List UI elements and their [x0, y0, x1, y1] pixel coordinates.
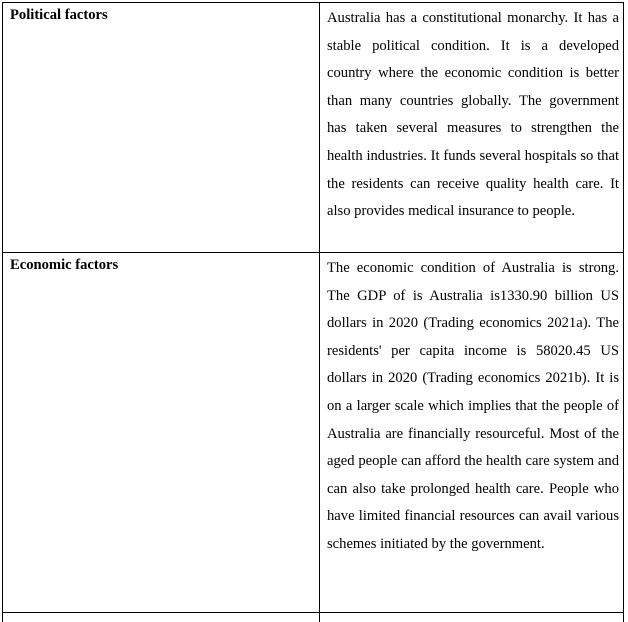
description-cell-economic: The economic condition of Australia is strong. The GDP of is Australia is1330.90 billion US dollars in 2020 (Trading economics 2021a). The residents' per capita income is 58020.45 US dollars in 2020 (Trading economics 2021b). It is on a larger scale which implies that the people of Australia are financially resourceful. Most of the aged people can afford the health care system and can also take prolonged health care. People who have limited financial resources can avail various schemes initiated by the government. [320, 253, 624, 613]
pestle-table [2, 2, 624, 622]
table-row-political [3, 3, 624, 253]
table-row-economic [3, 253, 624, 613]
factor-cell-economic: Economic factors [3, 253, 320, 613]
factor-cell-political: Political factors [3, 3, 320, 253]
description-cell-political: Australia has a constitutional monarchy. It has a stable political condition. It is a developed country where the economic condition is better than many countries globally. The government has taken several measures to strengthen the health industries. It funds several hospitals so that the residents can receive quality health care. It also provides medical insurance to people. [320, 3, 624, 253]
